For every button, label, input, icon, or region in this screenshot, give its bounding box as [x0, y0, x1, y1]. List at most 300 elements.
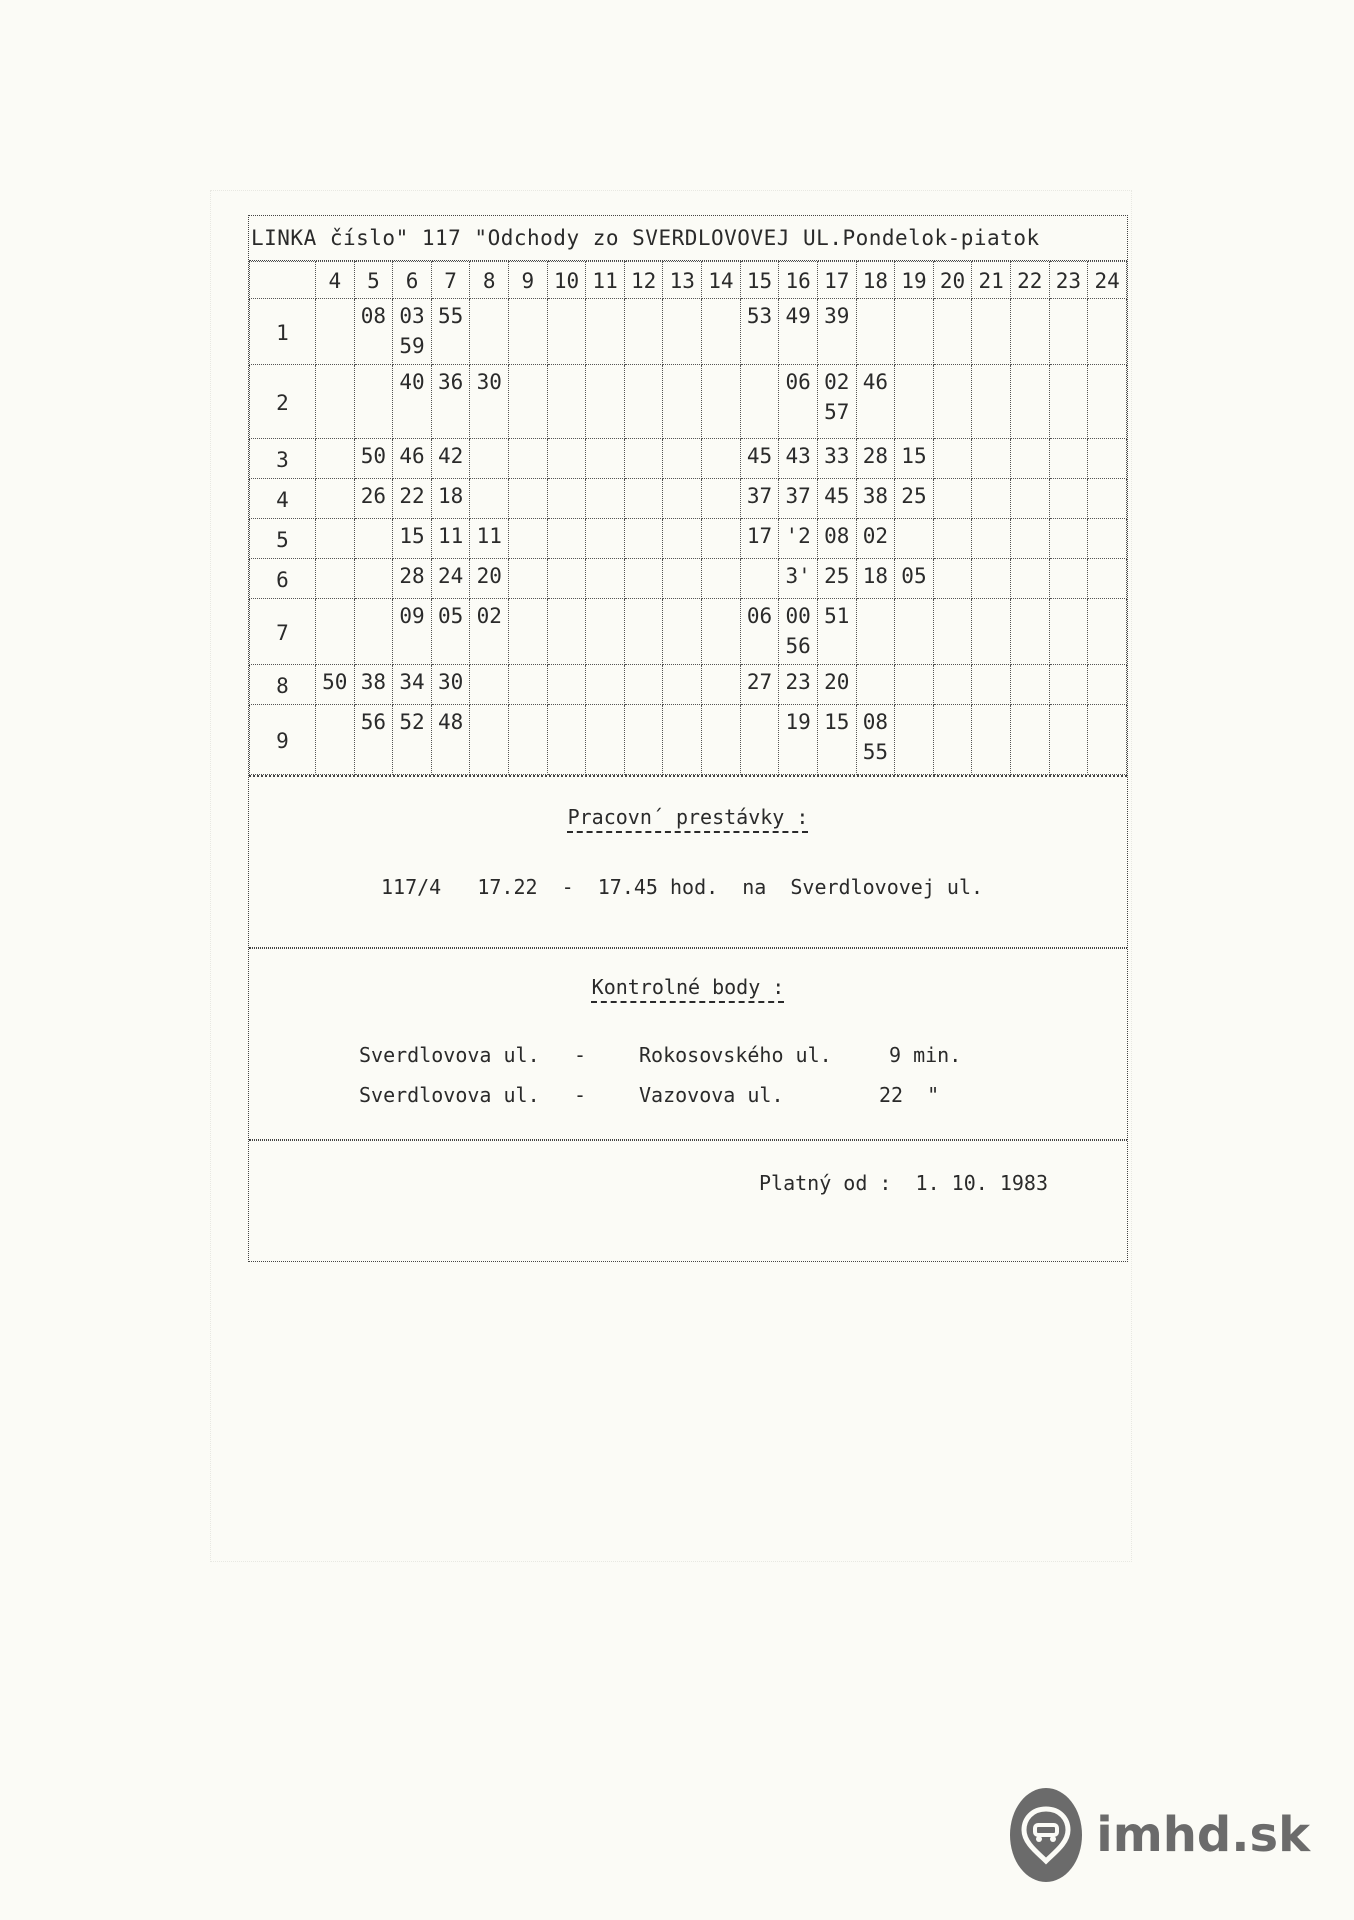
departure-cell	[1088, 705, 1127, 775]
departure-minute: 15	[824, 710, 850, 734]
departure-cell	[1049, 479, 1088, 519]
control-dash: -	[574, 1083, 587, 1107]
departure-cell	[856, 439, 895, 479]
departure-minute: 55	[437, 304, 464, 328]
hour-header: 20	[933, 262, 972, 299]
work-breaks-section	[249, 775, 1127, 948]
departure-cell	[1049, 519, 1088, 559]
departure-cell	[624, 439, 663, 479]
departure-cell	[431, 479, 470, 519]
departure-cell	[354, 519, 393, 559]
departure-cell	[856, 519, 895, 559]
departure-cell	[393, 705, 432, 775]
departure-cell	[470, 299, 509, 365]
departure-minute: 03	[399, 304, 425, 328]
departure-cell	[663, 365, 702, 439]
departure-cell	[431, 705, 470, 775]
departure-minute: 15	[901, 444, 927, 468]
hour-header: 12	[624, 262, 663, 299]
control-to: Rokosovského ul.	[639, 1043, 832, 1067]
departure-cell	[779, 299, 818, 365]
departure-cell	[1049, 559, 1088, 599]
departure-cell	[663, 479, 702, 519]
row-number: 5	[250, 519, 316, 559]
departure-cell	[624, 519, 663, 559]
departure-cell	[470, 599, 509, 665]
departure-cell	[586, 439, 625, 479]
departure-minute: 02	[862, 524, 888, 548]
departure-cell	[586, 705, 625, 775]
departure-cell	[586, 599, 625, 665]
departure-cell	[663, 599, 702, 665]
departure-cell	[817, 599, 856, 665]
departure-cell	[431, 559, 470, 599]
departure-cell	[1088, 479, 1127, 519]
departure-cell	[431, 599, 470, 665]
departure-minute: 56	[360, 710, 387, 734]
departure-minute: 23	[785, 670, 811, 694]
departure-cell	[740, 365, 779, 439]
row-number: 6	[250, 559, 316, 599]
departure-minute: 08	[360, 304, 387, 328]
departure-cell	[895, 299, 934, 365]
departure-cell	[470, 559, 509, 599]
departure-cell	[1088, 519, 1127, 559]
departure-cell	[316, 299, 355, 365]
departure-cell	[354, 599, 393, 665]
hour-header: 10	[547, 262, 586, 299]
row-number: 7	[250, 599, 316, 665]
departure-cell	[817, 479, 856, 519]
departure-minute: 11	[476, 524, 502, 548]
departure-cell	[1010, 479, 1049, 519]
hour-header: 13	[663, 262, 702, 299]
departure-cell	[933, 479, 972, 519]
departure-cell	[1010, 705, 1049, 775]
departure-minute: 49	[785, 304, 811, 328]
departure-minute: 20	[824, 670, 850, 694]
departure-minute: 28	[862, 444, 888, 468]
work-breaks-heading: Pracovn´ prestávky :	[567, 805, 809, 829]
departure-cell	[470, 479, 509, 519]
control-to: Vazovova ul.	[639, 1083, 784, 1107]
departure-cell	[393, 519, 432, 559]
departure-cell	[1049, 299, 1088, 365]
departure-cell	[895, 519, 934, 559]
departure-cell	[817, 559, 856, 599]
departure-minute: 40	[399, 370, 425, 394]
imhd-logo-text: imhd.sk	[1096, 1807, 1310, 1863]
departure-cell	[817, 665, 856, 705]
departure-cell	[586, 665, 625, 705]
hour-header: 22	[1010, 262, 1049, 299]
departure-cell	[316, 479, 355, 519]
departure-cell	[856, 365, 895, 439]
control-points-heading: Kontrolné body :	[591, 975, 785, 999]
departure-cell	[624, 299, 663, 365]
timetable-row	[250, 365, 1127, 439]
departure-cell	[740, 439, 779, 479]
departure-cell	[702, 705, 741, 775]
hour-header: 23	[1049, 262, 1088, 299]
departure-cell	[509, 365, 548, 439]
departure-cell	[856, 665, 895, 705]
departure-cell	[972, 299, 1011, 365]
departure-minute: 53	[746, 304, 773, 328]
departure-cell	[354, 665, 393, 705]
departure-minute: 50	[360, 444, 387, 468]
departure-cell	[1088, 365, 1127, 439]
departure-minute: 42	[437, 444, 464, 468]
row-number: 4	[250, 479, 316, 519]
departure-cell	[779, 599, 818, 665]
departure-minute: '2	[785, 524, 811, 548]
departure-cell	[509, 665, 548, 705]
departure-grid	[249, 261, 1127, 775]
departure-cell	[663, 439, 702, 479]
control-time: 22 "	[879, 1083, 940, 1107]
departure-cell	[895, 559, 934, 599]
departure-cell	[856, 479, 895, 519]
departure-minute: 30	[437, 670, 464, 694]
departure-cell	[702, 559, 741, 599]
departure-cell	[354, 299, 393, 365]
departure-minute: 51	[824, 604, 850, 628]
departure-minute: 3'	[785, 564, 811, 588]
departure-cell	[895, 665, 934, 705]
departure-cell	[1049, 665, 1088, 705]
departure-cell	[1010, 519, 1049, 559]
departure-minute: 20	[476, 564, 502, 588]
departure-cell	[779, 665, 818, 705]
departure-cell	[316, 439, 355, 479]
departure-cell	[316, 559, 355, 599]
departure-cell	[740, 299, 779, 365]
departure-cell	[431, 665, 470, 705]
departure-cell	[1088, 665, 1127, 705]
departure-cell	[702, 365, 741, 439]
departure-minute: 11	[437, 524, 464, 548]
control-time: 9 min.	[889, 1043, 962, 1067]
departure-cell	[470, 519, 509, 559]
departure-minute: 50	[322, 670, 348, 694]
departure-cell	[972, 439, 1011, 479]
hour-header: 18	[856, 262, 895, 299]
departure-cell	[972, 519, 1011, 559]
departure-cell	[895, 705, 934, 775]
validity-section	[249, 1140, 1127, 1261]
departure-minute: 22	[399, 484, 425, 508]
departure-cell	[470, 665, 509, 705]
departure-cell	[779, 439, 818, 479]
departure-cell	[431, 519, 470, 559]
departure-cell	[933, 599, 972, 665]
hour-header: 9	[509, 262, 548, 299]
departure-minute: 25	[824, 564, 850, 588]
hour-header-row	[250, 262, 1127, 299]
departure-minute: 05	[901, 564, 927, 588]
departure-minute: 02	[824, 370, 850, 394]
departure-cell	[316, 599, 355, 665]
departure-cell	[740, 599, 779, 665]
departure-cell	[509, 439, 548, 479]
departure-minute: 24	[437, 564, 464, 588]
departure-cell	[779, 559, 818, 599]
departure-cell	[586, 479, 625, 519]
departure-cell	[1088, 439, 1127, 479]
departure-cell	[702, 599, 741, 665]
departure-minute: 43	[785, 444, 811, 468]
departure-minute: 48	[437, 710, 464, 734]
departure-cell	[354, 439, 393, 479]
departure-cell	[470, 365, 509, 439]
departure-minute: 59	[399, 334, 425, 358]
departure-cell	[1010, 439, 1049, 479]
departure-minute: 25	[901, 484, 927, 508]
departure-cell	[933, 299, 972, 365]
departure-cell	[1010, 299, 1049, 365]
departure-minute: 27	[746, 670, 773, 694]
departure-cell	[509, 599, 548, 665]
departure-minute: 02	[476, 604, 502, 628]
imhd-logo[interactable]	[1010, 1790, 1310, 1880]
departure-cell	[624, 599, 663, 665]
departure-cell	[547, 299, 586, 365]
departure-minute: 30	[476, 370, 502, 394]
departure-cell	[740, 479, 779, 519]
departure-cell	[972, 365, 1011, 439]
departure-minute: 37	[785, 484, 811, 508]
departure-minute: 37	[746, 484, 773, 508]
departure-cell	[972, 479, 1011, 519]
departure-cell	[393, 365, 432, 439]
departure-cell	[393, 439, 432, 479]
departure-cell	[1088, 559, 1127, 599]
departure-minute: 08	[862, 710, 888, 734]
departure-cell	[393, 479, 432, 519]
departure-cell	[586, 519, 625, 559]
departure-cell	[1088, 599, 1127, 665]
departure-cell	[354, 559, 393, 599]
hour-header: 8	[470, 262, 509, 299]
departure-cell	[856, 599, 895, 665]
timetable-row	[250, 705, 1127, 775]
departure-cell	[354, 365, 393, 439]
departure-cell	[509, 299, 548, 365]
departure-cell	[740, 559, 779, 599]
departure-cell	[895, 439, 934, 479]
departure-cell	[509, 479, 548, 519]
departure-minute: 06	[785, 370, 811, 394]
departure-cell	[547, 439, 586, 479]
departure-cell	[702, 519, 741, 559]
departure-cell	[547, 705, 586, 775]
hour-header: 19	[895, 262, 934, 299]
departure-cell	[817, 519, 856, 559]
hour-header: 11	[586, 262, 625, 299]
hour-header: 15	[740, 262, 779, 299]
departure-cell	[393, 559, 432, 599]
departure-cell	[354, 705, 393, 775]
departure-cell	[817, 439, 856, 479]
departure-cell	[316, 519, 355, 559]
departure-minute: 38	[862, 484, 888, 508]
departure-cell	[933, 705, 972, 775]
row-number: 1	[250, 299, 316, 365]
departure-minute: 39	[824, 304, 850, 328]
departure-cell	[431, 365, 470, 439]
departure-cell	[933, 559, 972, 599]
line-label: LINKA číslo	[251, 226, 396, 250]
departure-cell	[779, 705, 818, 775]
row-number: 2	[250, 365, 316, 439]
departure-cell	[740, 665, 779, 705]
departure-cell	[586, 365, 625, 439]
hour-header: 21	[972, 262, 1011, 299]
departure-minute: 34	[399, 670, 425, 694]
departure-cell	[624, 365, 663, 439]
departure-cell	[933, 665, 972, 705]
departure-cell	[509, 559, 548, 599]
departure-cell	[856, 299, 895, 365]
departure-minute: 55	[862, 740, 888, 764]
departure-minute: 45	[824, 484, 850, 508]
control-from: Sverdlovova ul.	[359, 1043, 540, 1067]
departure-cell	[702, 439, 741, 479]
departure-cell	[1010, 559, 1049, 599]
departure-cell	[586, 559, 625, 599]
departure-cell	[1049, 705, 1088, 775]
departure-cell	[702, 299, 741, 365]
departure-minute: 33	[824, 444, 850, 468]
departure-cell	[933, 439, 972, 479]
timetable-title	[249, 216, 1127, 261]
departure-minute: 17	[746, 524, 773, 548]
departure-minute: 46	[862, 370, 888, 394]
departure-cell	[316, 365, 355, 439]
departure-minute: 18	[862, 564, 888, 588]
departure-minute: 36	[437, 370, 464, 394]
departure-cell	[354, 479, 393, 519]
departure-cell	[393, 665, 432, 705]
departure-cell	[933, 365, 972, 439]
departure-cell	[817, 299, 856, 365]
timetable-row	[250, 599, 1127, 665]
departure-cell	[1088, 299, 1127, 365]
timetable-sheet	[248, 215, 1128, 1262]
departure-minute: 05	[437, 604, 464, 628]
departure-minute: 26	[360, 484, 387, 508]
departure-cell	[933, 519, 972, 559]
service-days: Pondelok-piatok	[842, 226, 1040, 250]
departure-cell	[972, 705, 1011, 775]
departure-cell	[509, 705, 548, 775]
row-number: 3	[250, 439, 316, 479]
departure-cell	[972, 559, 1011, 599]
departure-cell	[972, 665, 1011, 705]
work-break-line: 117/4 17.22 - 17.45 hod. na Sverdlovovej ul.	[381, 875, 984, 899]
departure-minute: 09	[399, 604, 425, 628]
timetable-row	[250, 519, 1127, 559]
hour-header: 14	[702, 262, 741, 299]
departure-minute: 18	[437, 484, 464, 508]
departure-cell	[547, 479, 586, 519]
hour-header: 5	[354, 262, 393, 299]
departure-minute: 08	[824, 524, 850, 548]
control-dash: -	[574, 1043, 587, 1067]
imhd-pin-icon	[1010, 1788, 1082, 1882]
departure-cell	[895, 365, 934, 439]
departure-cell	[393, 299, 432, 365]
departure-cell	[895, 479, 934, 519]
departure-cell	[470, 439, 509, 479]
hour-header: 4	[316, 262, 355, 299]
departure-cell	[702, 665, 741, 705]
departure-cell	[779, 519, 818, 559]
departure-cell	[1010, 665, 1049, 705]
departure-cell	[624, 479, 663, 519]
departure-cell	[740, 705, 779, 775]
departure-cell	[663, 705, 702, 775]
hour-header: 6	[393, 262, 432, 299]
departure-cell	[547, 599, 586, 665]
departure-cell	[624, 559, 663, 599]
departure-cell	[1049, 439, 1088, 479]
departure-cell	[547, 665, 586, 705]
departure-minute: 00	[785, 604, 811, 628]
departure-minute: 52	[399, 710, 425, 734]
departure-cell	[1049, 599, 1088, 665]
departure-cell	[431, 439, 470, 479]
departure-cell	[663, 299, 702, 365]
departure-cell	[624, 665, 663, 705]
departure-cell	[663, 519, 702, 559]
row-number: 8	[250, 665, 316, 705]
departure-cell	[431, 299, 470, 365]
departure-cell	[856, 559, 895, 599]
departure-cell	[702, 479, 741, 519]
row-number: 9	[250, 705, 316, 775]
hour-header: 16	[779, 262, 818, 299]
timetable-row	[250, 299, 1127, 365]
departure-minute: 28	[399, 564, 425, 588]
departure-cell	[663, 559, 702, 599]
departure-cell	[547, 519, 586, 559]
departure-minute: 38	[360, 670, 387, 694]
departure-cell	[316, 665, 355, 705]
timetable-row	[250, 479, 1127, 519]
departure-cell	[856, 705, 895, 775]
departure-cell	[547, 365, 586, 439]
departure-cell	[586, 299, 625, 365]
departure-cell	[624, 705, 663, 775]
hour-header: 7	[431, 262, 470, 299]
hour-header: 24	[1088, 262, 1127, 299]
timetable-row	[250, 559, 1127, 599]
departure-cell	[972, 599, 1011, 665]
departure-cell	[509, 519, 548, 559]
departure-cell	[1049, 365, 1088, 439]
direction: Odchody zo SVERDLOVOVEJ UL.	[487, 226, 843, 250]
hour-header: 17	[817, 262, 856, 299]
departure-cell	[393, 599, 432, 665]
validity-date: Platný od : 1. 10. 1983	[759, 1171, 1048, 1195]
timetable-row	[250, 439, 1127, 479]
departure-minute: 46	[399, 444, 425, 468]
departure-minute: 19	[785, 710, 811, 734]
departure-cell	[547, 559, 586, 599]
departure-cell	[1010, 365, 1049, 439]
